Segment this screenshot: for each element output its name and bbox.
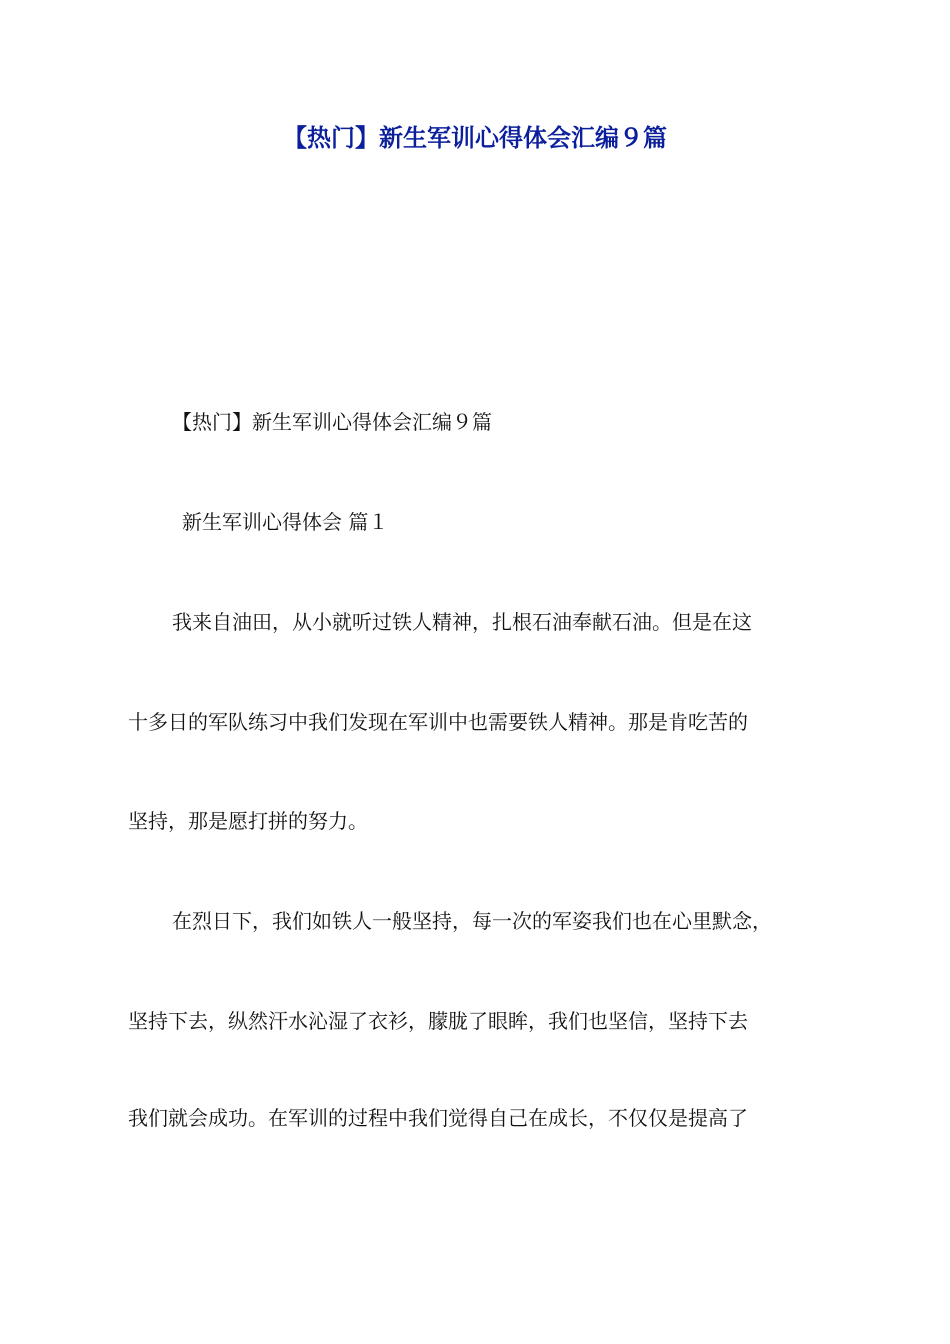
document-title: 【热门】新生军训心得体会汇编９篇 <box>283 124 667 152</box>
paragraph-line: 我来自油田，从小就听过铁人精神，扎根石油奉献石油。但是在这 <box>172 610 752 634</box>
document-subtitle: 【热门】新生军训心得体会汇编９篇 <box>172 410 492 434</box>
paragraph-line: 我们就会成功。在军训的过程中我们觉得自己在成长，不仅仅是提高了 <box>128 1106 748 1130</box>
paragraph-line: 坚持，那是愿打拼的努力。 <box>128 809 368 833</box>
section-heading: 新生军训心得体会 篇１ <box>182 510 389 534</box>
paragraph-line: 坚持下去，纵然汗水沁湿了衣衫，朦胧了眼眸，我们也坚信，坚持下去 <box>128 1009 748 1033</box>
paragraph-line: 在烈日下，我们如铁人一般坚持，每一次的军姿我们也在心里默念， <box>172 909 772 933</box>
paragraph-line: 十多日的军队练习中我们发现在军训中也需要铁人精神。那是肯吃苦的 <box>128 710 748 734</box>
